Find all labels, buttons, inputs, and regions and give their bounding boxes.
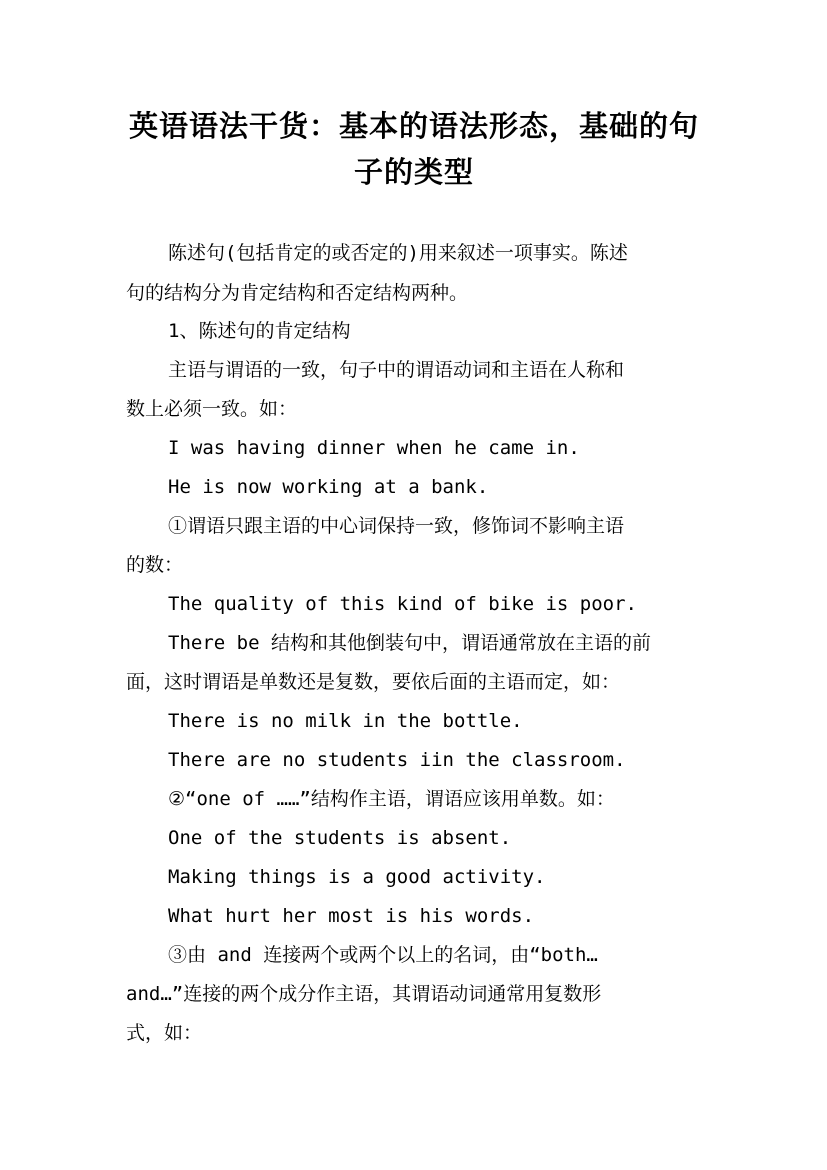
rule-line: 的数： xyxy=(126,554,184,576)
paragraph-line: 面，这时谓语是单数还是复数，要依后面的主语而定，如： xyxy=(126,671,621,693)
example-sentence: What hurt her most is his words. xyxy=(168,905,535,927)
example-sentence: Making things is a good activity. xyxy=(168,866,546,888)
example-sentence: There is no milk in the bottle. xyxy=(168,710,523,732)
rule-line: ②“one of ……”结构作主语，谓语应该用单数。如： xyxy=(168,788,615,810)
rule-line: ①谓语只跟主语的中心词保持一致，修饰词不影响主语 xyxy=(168,515,625,537)
document-title-line-2: 子的类型 xyxy=(353,155,474,189)
example-sentence: The quality of this kind of bike is poor. xyxy=(168,593,637,615)
paragraph-line: There be 结构和其他倒装句中，谓语通常放在主语的前 xyxy=(168,632,651,654)
paragraph-line: 主语与谓语的一致，句子中的谓语动词和主语在人称和 xyxy=(168,359,625,381)
section-heading: 1、陈述句的肯定结构 xyxy=(168,320,351,342)
paragraph-line: 陈述句(包括肯定的或否定的)用来叙述一项事实。陈述 xyxy=(168,242,628,264)
example-sentence: I was having dinner when he came in. xyxy=(168,437,580,459)
paragraph-line: 数上必须一致。如： xyxy=(126,398,298,420)
example-sentence: He is now working at a bank. xyxy=(168,476,489,498)
example-sentence: There are no students iin the classroom. xyxy=(168,749,626,771)
example-sentence: One of the students is absent. xyxy=(168,827,512,849)
document-title-line-1: 英语语法干货：基本的语法形态，基础的句 xyxy=(128,109,699,143)
rule-line: ③由 and 连接两个或两个以上的名词，由“both… xyxy=(168,944,598,966)
paragraph-line: 句的结构分为肯定结构和否定结构两种。 xyxy=(126,282,469,304)
rule-line: and…”连接的两个成分作主语，其谓语动词通常用复数形 xyxy=(126,983,602,1005)
rule-line: 式，如： xyxy=(126,1022,203,1044)
